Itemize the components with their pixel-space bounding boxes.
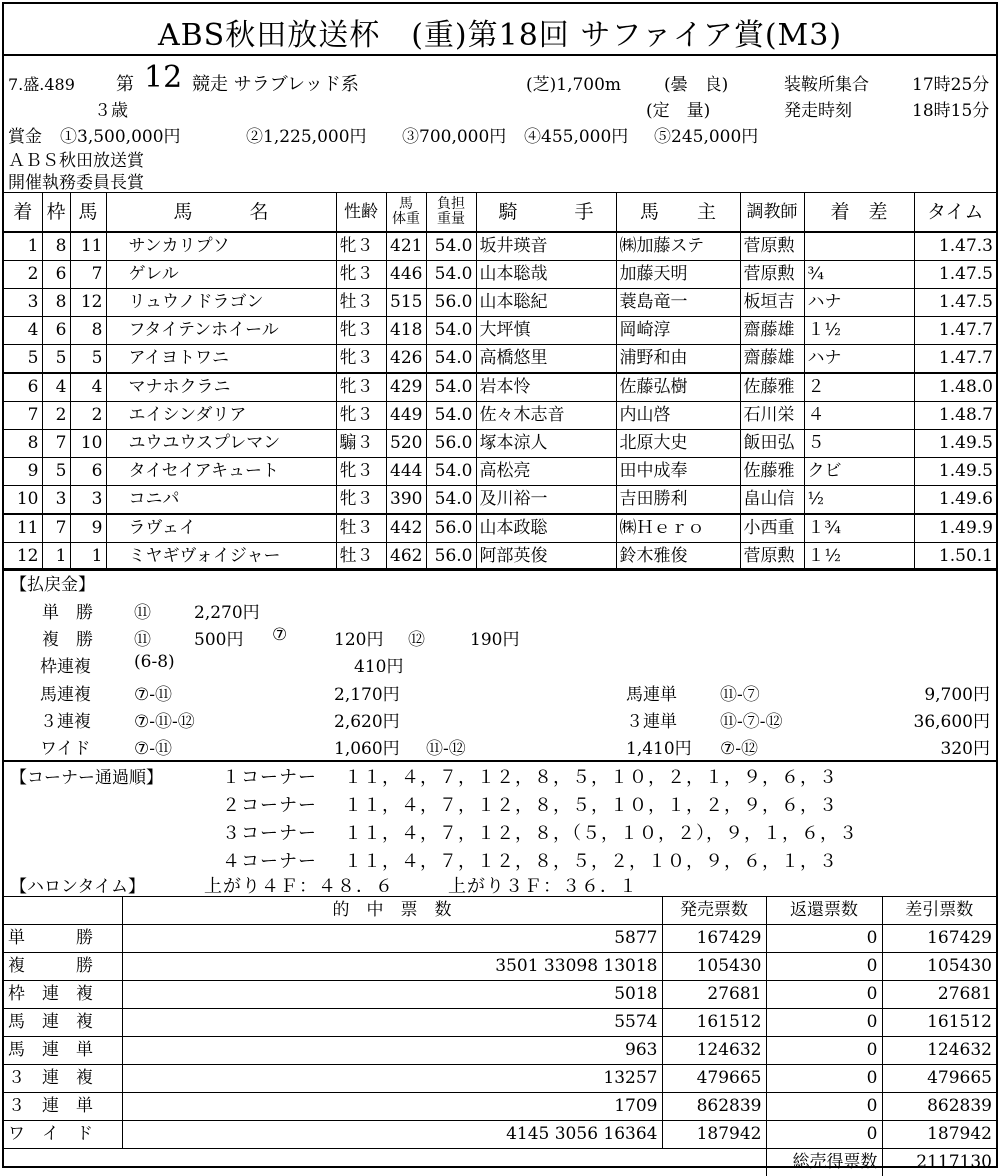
result-row bbox=[4, 486, 996, 515]
result-rank: 7 bbox=[4, 402, 42, 430]
result-row bbox=[4, 430, 996, 458]
award-2: 開催執務委員長賞 bbox=[8, 168, 144, 193]
assembly-label: 装鞍所集合 bbox=[784, 70, 869, 95]
result-time: 1.49.6 bbox=[914, 486, 996, 515]
result-margin: １½ bbox=[804, 543, 914, 571]
sales-sold: 27681 bbox=[662, 981, 766, 1009]
col-uma: 馬 bbox=[70, 193, 106, 233]
corner-3-order: １１，４，７，１２，８，（５，１０，２），９，１，６，３ bbox=[344, 819, 858, 845]
race-course: (芝)1,700m bbox=[526, 70, 621, 95]
track-condition: (曇 良) bbox=[664, 70, 728, 95]
result-horse-name: アイヨトワニ bbox=[106, 345, 336, 374]
result-time: 1.50.1 bbox=[914, 543, 996, 571]
result-uma: 5 bbox=[70, 345, 106, 374]
result-time: 1.47.5 bbox=[914, 261, 996, 289]
result-sex-age: 牝３ bbox=[336, 486, 386, 515]
sales-hits: 13257 bbox=[122, 1065, 662, 1093]
fukusho-number-2: ⑦ bbox=[272, 625, 287, 645]
result-owner: 加藤天明 bbox=[616, 261, 740, 289]
sales-sold: 167429 bbox=[662, 925, 766, 953]
payout-heading: 【払戻金】 bbox=[10, 570, 95, 595]
assembly-time: 17時25分 bbox=[912, 70, 989, 95]
result-trainer: 菅原勲 bbox=[740, 543, 804, 571]
result-margin: １¾ bbox=[804, 514, 914, 543]
trio-label: ３連複 bbox=[40, 707, 91, 732]
sales-total-spacer bbox=[4, 1149, 766, 1176]
result-sex-age: 騸３ bbox=[336, 430, 386, 458]
sales-hits: 5018 bbox=[122, 981, 662, 1009]
result-jockey: 高松亮 bbox=[476, 458, 616, 486]
result-time: 1.48.7 bbox=[914, 402, 996, 430]
umatan-label: 馬連単 bbox=[626, 680, 677, 705]
corner-3-label: ３コーナー bbox=[222, 819, 317, 845]
sales-sold: 187942 bbox=[662, 1121, 766, 1149]
page-title: ABS秋田放送杯 (重)第18回 サファイア賞(M3) bbox=[4, 10, 996, 54]
fukusho-amount-3: 190円 bbox=[470, 625, 519, 650]
result-row bbox=[4, 458, 996, 486]
fukusho-amount-1: 500円 bbox=[194, 625, 243, 650]
result-margin: ４ bbox=[804, 402, 914, 430]
result-trainer: 飯田弘 bbox=[740, 430, 804, 458]
result-sex-age: 牝３ bbox=[336, 317, 386, 345]
result-horse-name: ラヴェイ bbox=[106, 514, 336, 543]
wakuren-amount: 410円 bbox=[354, 652, 403, 677]
result-margin: ½ bbox=[804, 486, 914, 515]
result-trainer: 板垣吉 bbox=[740, 289, 804, 317]
result-body-weight: 426 bbox=[386, 345, 426, 374]
result-time: 1.47.7 bbox=[914, 345, 996, 374]
fukusho-label: 複 勝 bbox=[42, 625, 93, 650]
result-trainer: 石川栄 bbox=[740, 402, 804, 430]
fukusho-number-1: ⑪ bbox=[134, 625, 151, 650]
col-sexage: 性齢 bbox=[336, 193, 386, 233]
result-owner: ㈱加藤ステ bbox=[616, 232, 740, 261]
result-jockey: 岩本怜 bbox=[476, 373, 616, 402]
result-owner: 北原大史 bbox=[616, 430, 740, 458]
sales-hits: 1709 bbox=[122, 1093, 662, 1121]
result-row bbox=[4, 317, 996, 345]
result-owner: 佐藤弘樹 bbox=[616, 373, 740, 402]
sales-col-hits: 的 中 票 数 bbox=[122, 897, 662, 925]
result-uma: 8 bbox=[70, 317, 106, 345]
sales-refund: 0 bbox=[766, 1121, 882, 1149]
corner-4-label: ４コーナー bbox=[222, 847, 317, 873]
wide-amount-1: 1,060円 bbox=[334, 734, 400, 759]
result-owner: 吉田勝利 bbox=[616, 486, 740, 515]
result-uma: 3 bbox=[70, 486, 106, 515]
result-horse-name: コニパ bbox=[106, 486, 336, 515]
sales-refund: 0 bbox=[766, 1093, 882, 1121]
result-body-weight: 446 bbox=[386, 261, 426, 289]
result-sex-age: 牝３ bbox=[336, 261, 386, 289]
col-owner: 馬 主 bbox=[616, 193, 740, 233]
sales-col-sold: 発売票数 bbox=[662, 897, 766, 925]
result-jockey: 山本政聡 bbox=[476, 514, 616, 543]
tansho-number: ⑪ bbox=[134, 598, 151, 623]
results-table bbox=[4, 192, 996, 571]
sales-col-net: 差引票数 bbox=[882, 897, 996, 925]
prize-label: 賞金 bbox=[8, 122, 42, 147]
sales-sold: 161512 bbox=[662, 1009, 766, 1037]
result-uma: 6 bbox=[70, 458, 106, 486]
award-1: ＡＢＳ秋田放送賞 bbox=[8, 146, 144, 171]
sales-sold: 124632 bbox=[662, 1037, 766, 1065]
result-waku: 6 bbox=[42, 317, 70, 345]
result-row bbox=[4, 373, 996, 402]
sales-total-row bbox=[4, 1149, 996, 1176]
sales-net: 167429 bbox=[882, 925, 996, 953]
trio-number: ⑦-⑪-⑫ bbox=[134, 707, 195, 732]
result-waku: 7 bbox=[42, 430, 70, 458]
result-margin: クビ bbox=[804, 458, 914, 486]
result-body-weight: 449 bbox=[386, 402, 426, 430]
result-margin: ５ bbox=[804, 430, 914, 458]
trifecta-label: ３連単 bbox=[626, 707, 677, 732]
result-waku: 8 bbox=[42, 289, 70, 317]
result-carried-weight: 54.0 bbox=[426, 402, 476, 430]
result-sex-age: 牝３ bbox=[336, 345, 386, 374]
sales-row bbox=[4, 925, 996, 953]
result-margin bbox=[804, 232, 914, 261]
result-row bbox=[4, 514, 996, 543]
result-waku: 8 bbox=[42, 232, 70, 261]
sales-net: 187942 bbox=[882, 1121, 996, 1149]
result-rank: 6 bbox=[4, 373, 42, 402]
sales-bet-type: 枠 連 複 bbox=[4, 981, 122, 1009]
trifecta-number: ⑪-⑦-⑫ bbox=[720, 707, 783, 732]
result-jockey: 阿部英俊 bbox=[476, 543, 616, 571]
fukusho-amount-2: 120円 bbox=[334, 625, 383, 650]
sales-bet-type: 複 勝 bbox=[4, 953, 122, 981]
sales-table bbox=[4, 896, 996, 1176]
result-uma: 4 bbox=[70, 373, 106, 402]
result-horse-name: サンカリプソ bbox=[106, 232, 336, 261]
divider bbox=[4, 568, 996, 570]
result-sex-age: 牝３ bbox=[336, 232, 386, 261]
race-result-sheet bbox=[2, 2, 998, 1168]
result-jockey: 大坪慎 bbox=[476, 317, 616, 345]
result-owner: 岡崎淳 bbox=[616, 317, 740, 345]
result-horse-name: ユウユウスプレマン bbox=[106, 430, 336, 458]
col-margin: 着 差 bbox=[804, 193, 914, 233]
wide-number-2: ⑪-⑫ bbox=[426, 734, 466, 759]
sales-net: 124632 bbox=[882, 1037, 996, 1065]
sales-hits: 963 bbox=[122, 1037, 662, 1065]
sales-sold: 105430 bbox=[662, 953, 766, 981]
result-carried-weight: 56.0 bbox=[426, 543, 476, 571]
result-owner: 田中成奉 bbox=[616, 458, 740, 486]
result-rank: 1 bbox=[4, 232, 42, 261]
sales-row bbox=[4, 981, 996, 1009]
col-waku: 枠 bbox=[42, 193, 70, 233]
sales-refund: 0 bbox=[766, 953, 882, 981]
sales-bet-type: 馬 連 複 bbox=[4, 1009, 122, 1037]
result-uma: 2 bbox=[70, 402, 106, 430]
divider bbox=[4, 54, 996, 56]
sales-row bbox=[4, 1121, 996, 1149]
result-carried-weight: 54.0 bbox=[426, 261, 476, 289]
result-rank: 9 bbox=[4, 458, 42, 486]
result-jockey: 高橋悠里 bbox=[476, 345, 616, 374]
result-sex-age: 牡３ bbox=[336, 514, 386, 543]
result-uma: 9 bbox=[70, 514, 106, 543]
prize-2: ②1,225,000円 bbox=[246, 122, 367, 147]
result-jockey: 佐々木志音 bbox=[476, 402, 616, 430]
wide-number-1: ⑦-⑪ bbox=[134, 734, 172, 759]
result-time: 1.49.5 bbox=[914, 430, 996, 458]
start-label: 発走時刻 bbox=[784, 96, 852, 121]
sales-net: 161512 bbox=[882, 1009, 996, 1037]
result-jockey: 塚本涼人 bbox=[476, 430, 616, 458]
result-waku: 4 bbox=[42, 373, 70, 402]
result-carried-weight: 54.0 bbox=[426, 373, 476, 402]
sales-net: 27681 bbox=[882, 981, 996, 1009]
sales-hits: 5574 bbox=[122, 1009, 662, 1037]
result-jockey: 及川裕一 bbox=[476, 486, 616, 515]
col-bodyweight: 馬 体重 bbox=[386, 193, 426, 233]
sales-refund: 0 bbox=[766, 925, 882, 953]
last-4f: 上がり４Ｆ：４８．６ bbox=[204, 872, 394, 898]
sales-row bbox=[4, 1065, 996, 1093]
result-body-weight: 515 bbox=[386, 289, 426, 317]
corner-heading: 【コーナー通過順】 bbox=[10, 763, 163, 788]
race-kind: 競走 サラブレッド系 bbox=[192, 70, 359, 96]
prize-3: ③700,000円 bbox=[402, 122, 506, 147]
result-body-weight: 442 bbox=[386, 514, 426, 543]
result-row bbox=[4, 232, 996, 261]
result-body-weight: 462 bbox=[386, 543, 426, 571]
result-waku: 2 bbox=[42, 402, 70, 430]
result-horse-name: マナホクラニ bbox=[106, 373, 336, 402]
sales-col-type bbox=[4, 897, 122, 925]
wide-amount-3: 320円 bbox=[941, 734, 990, 759]
result-margin: ハナ bbox=[804, 345, 914, 374]
result-rank: 8 bbox=[4, 430, 42, 458]
result-owner: 内山啓 bbox=[616, 402, 740, 430]
result-time: 1.47.7 bbox=[914, 317, 996, 345]
result-time: 1.47.3 bbox=[914, 232, 996, 261]
sales-hits: 3501 33098 13018 bbox=[122, 953, 662, 981]
result-rank: 3 bbox=[4, 289, 42, 317]
result-body-weight: 429 bbox=[386, 373, 426, 402]
result-trainer: 齋藤雄 bbox=[740, 345, 804, 374]
sales-total-value: 2117130 bbox=[882, 1149, 996, 1176]
result-trainer: 菅原勲 bbox=[740, 232, 804, 261]
result-carried-weight: 56.0 bbox=[426, 430, 476, 458]
corner-1-label: １コーナー bbox=[222, 763, 317, 789]
result-horse-name: リュウノドラゴン bbox=[106, 289, 336, 317]
result-uma: 7 bbox=[70, 261, 106, 289]
result-row bbox=[4, 402, 996, 430]
result-carried-weight: 54.0 bbox=[426, 486, 476, 515]
sales-row bbox=[4, 953, 996, 981]
result-owner: 鈴木雅俊 bbox=[616, 543, 740, 571]
result-sex-age: 牝３ bbox=[336, 402, 386, 430]
results-header-row bbox=[4, 193, 996, 233]
corner-2-order: １１，４，７，１２，８，５，１０，１，２，９，６，３ bbox=[344, 791, 838, 817]
corner-1-order: １１，４，７，１２，８，５，１０，２，１，９，６，３ bbox=[344, 763, 838, 789]
fukusho-number-3: ⑫ bbox=[408, 625, 425, 650]
result-row bbox=[4, 261, 996, 289]
result-horse-name: ゲレル bbox=[106, 261, 336, 289]
result-owner: 浦野和由 bbox=[616, 345, 740, 374]
sales-refund: 0 bbox=[766, 1065, 882, 1093]
sales-refund: 0 bbox=[766, 1009, 882, 1037]
result-rank: 12 bbox=[4, 543, 42, 571]
result-carried-weight: 54.0 bbox=[426, 345, 476, 374]
result-rank: 4 bbox=[4, 317, 42, 345]
result-body-weight: 444 bbox=[386, 458, 426, 486]
result-jockey: 山本聡哉 bbox=[476, 261, 616, 289]
result-carried-weight: 56.0 bbox=[426, 289, 476, 317]
col-name: 馬 名 bbox=[106, 193, 336, 233]
result-uma: 11 bbox=[70, 232, 106, 261]
race-id: 7.盛.489 bbox=[8, 72, 75, 95]
result-time: 1.47.5 bbox=[914, 289, 996, 317]
result-margin: ¾ bbox=[804, 261, 914, 289]
result-time: 1.49.5 bbox=[914, 458, 996, 486]
result-rank: 10 bbox=[4, 486, 42, 515]
result-row bbox=[4, 345, 996, 374]
result-trainer: 小西重 bbox=[740, 514, 804, 543]
result-rank: 2 bbox=[4, 261, 42, 289]
sales-header-row bbox=[4, 897, 996, 925]
result-jockey: 坂井瑛音 bbox=[476, 232, 616, 261]
wakuren-number: (6-8) bbox=[134, 652, 175, 672]
tansho-label: 単 勝 bbox=[42, 598, 93, 623]
last-3f: 上がり３Ｆ：３６．１ bbox=[448, 872, 638, 898]
result-waku: 5 bbox=[42, 345, 70, 374]
result-horse-name: ミヤギヴォイジャー bbox=[106, 543, 336, 571]
result-margin: ２ bbox=[804, 373, 914, 402]
sales-refund: 0 bbox=[766, 981, 882, 1009]
race-age: ３歳 bbox=[94, 96, 128, 121]
sales-bet-type: 馬 連 単 bbox=[4, 1037, 122, 1065]
result-trainer: 菅原勲 bbox=[740, 261, 804, 289]
trio-amount: 2,620円 bbox=[334, 707, 400, 732]
prize-5: ⑤245,000円 bbox=[654, 122, 758, 147]
result-waku: 5 bbox=[42, 458, 70, 486]
umaren-number: ⑦-⑪ bbox=[134, 680, 172, 705]
weight-rule: (定 量) bbox=[646, 96, 710, 121]
sales-net: 862839 bbox=[882, 1093, 996, 1121]
corner-2-label: ２コーナー bbox=[222, 791, 317, 817]
sales-hits: 5877 bbox=[122, 925, 662, 953]
sales-bet-type: ワ イ ド bbox=[4, 1121, 122, 1149]
result-trainer: 佐藤雅 bbox=[740, 458, 804, 486]
race-number: 12 bbox=[144, 60, 182, 95]
sales-net: 479665 bbox=[882, 1065, 996, 1093]
wakuren-label: 枠連複 bbox=[40, 652, 91, 677]
result-jockey: 山本聡紀 bbox=[476, 289, 616, 317]
sales-sold: 479665 bbox=[662, 1065, 766, 1093]
sales-bet-type: ３ 連 単 bbox=[4, 1093, 122, 1121]
divider bbox=[4, 760, 996, 762]
result-uma: 12 bbox=[70, 289, 106, 317]
result-horse-name: エイシンダリア bbox=[106, 402, 336, 430]
result-time: 1.49.9 bbox=[914, 514, 996, 543]
col-jockey: 騎 手 bbox=[476, 193, 616, 233]
prize-4: ④455,000円 bbox=[524, 122, 628, 147]
sales-row bbox=[4, 1093, 996, 1121]
result-row bbox=[4, 289, 996, 317]
sales-col-refund: 返還票数 bbox=[766, 897, 882, 925]
result-trainer: 齋藤雄 bbox=[740, 317, 804, 345]
trifecta-amount: 36,600円 bbox=[914, 707, 990, 732]
result-trainer: 畠山信 bbox=[740, 486, 804, 515]
result-waku: 6 bbox=[42, 261, 70, 289]
sales-bet-type: 単 勝 bbox=[4, 925, 122, 953]
result-trainer: 佐藤雅 bbox=[740, 373, 804, 402]
result-margin: １½ bbox=[804, 317, 914, 345]
col-rank: 着 bbox=[4, 193, 42, 233]
sales-bet-type: ３ 連 複 bbox=[4, 1065, 122, 1093]
result-row bbox=[4, 543, 996, 571]
start-time: 18時15分 bbox=[912, 96, 989, 121]
sales-refund: 0 bbox=[766, 1037, 882, 1065]
furlong-heading: 【ハロンタイム】 bbox=[10, 872, 145, 897]
wide-amount-2: 1,410円 bbox=[626, 734, 692, 759]
result-body-weight: 418 bbox=[386, 317, 426, 345]
result-rank: 11 bbox=[4, 514, 42, 543]
wide-label: ワイド bbox=[40, 734, 91, 759]
result-waku: 1 bbox=[42, 543, 70, 571]
result-carried-weight: 54.0 bbox=[426, 317, 476, 345]
corner-4-order: １１，４，７，１２，８，５，２，１０，９，６，１，３ bbox=[344, 847, 838, 873]
col-trainer: 調教師 bbox=[740, 193, 804, 233]
sales-total-label: 総売得票数 bbox=[766, 1149, 882, 1176]
race-no-prefix: 第 bbox=[116, 70, 134, 96]
result-waku: 3 bbox=[42, 486, 70, 515]
sales-net: 105430 bbox=[882, 953, 996, 981]
sales-row bbox=[4, 1009, 996, 1037]
result-rank: 5 bbox=[4, 345, 42, 374]
umaren-label: 馬連複 bbox=[40, 680, 91, 705]
tansho-amount: 2,270円 bbox=[194, 598, 260, 623]
result-owner: 蓑島竜一 bbox=[616, 289, 740, 317]
col-weight: 負担 重量 bbox=[426, 193, 476, 233]
result-owner: ㈱Ｈｅｒｏ bbox=[616, 514, 740, 543]
wide-number-3: ⑦-⑫ bbox=[720, 734, 758, 759]
result-horse-name: フタイテンホイール bbox=[106, 317, 336, 345]
result-margin: ハナ bbox=[804, 289, 914, 317]
sales-row bbox=[4, 1037, 996, 1065]
sales-sold: 862839 bbox=[662, 1093, 766, 1121]
result-body-weight: 421 bbox=[386, 232, 426, 261]
result-sex-age: 牡３ bbox=[336, 289, 386, 317]
col-time: タイム bbox=[914, 193, 996, 233]
result-uma: 1 bbox=[70, 543, 106, 571]
umaren-amount: 2,170円 bbox=[334, 680, 400, 705]
umatan-amount: 9,700円 bbox=[924, 680, 990, 705]
result-sex-age: 牡３ bbox=[336, 543, 386, 571]
prize-1: ①3,500,000円 bbox=[60, 122, 181, 147]
result-waku: 7 bbox=[42, 514, 70, 543]
result-carried-weight: 56.0 bbox=[426, 514, 476, 543]
result-sex-age: 牝３ bbox=[336, 458, 386, 486]
umatan-number: ⑪-⑦ bbox=[720, 680, 760, 705]
result-carried-weight: 54.0 bbox=[426, 458, 476, 486]
result-horse-name: タイセイアキュート bbox=[106, 458, 336, 486]
result-body-weight: 520 bbox=[386, 430, 426, 458]
result-carried-weight: 54.0 bbox=[426, 232, 476, 261]
result-body-weight: 390 bbox=[386, 486, 426, 515]
result-sex-age: 牝３ bbox=[336, 373, 386, 402]
result-time: 1.48.0 bbox=[914, 373, 996, 402]
sales-hits: 4145 3056 16364 bbox=[122, 1121, 662, 1149]
result-uma: 10 bbox=[70, 430, 106, 458]
